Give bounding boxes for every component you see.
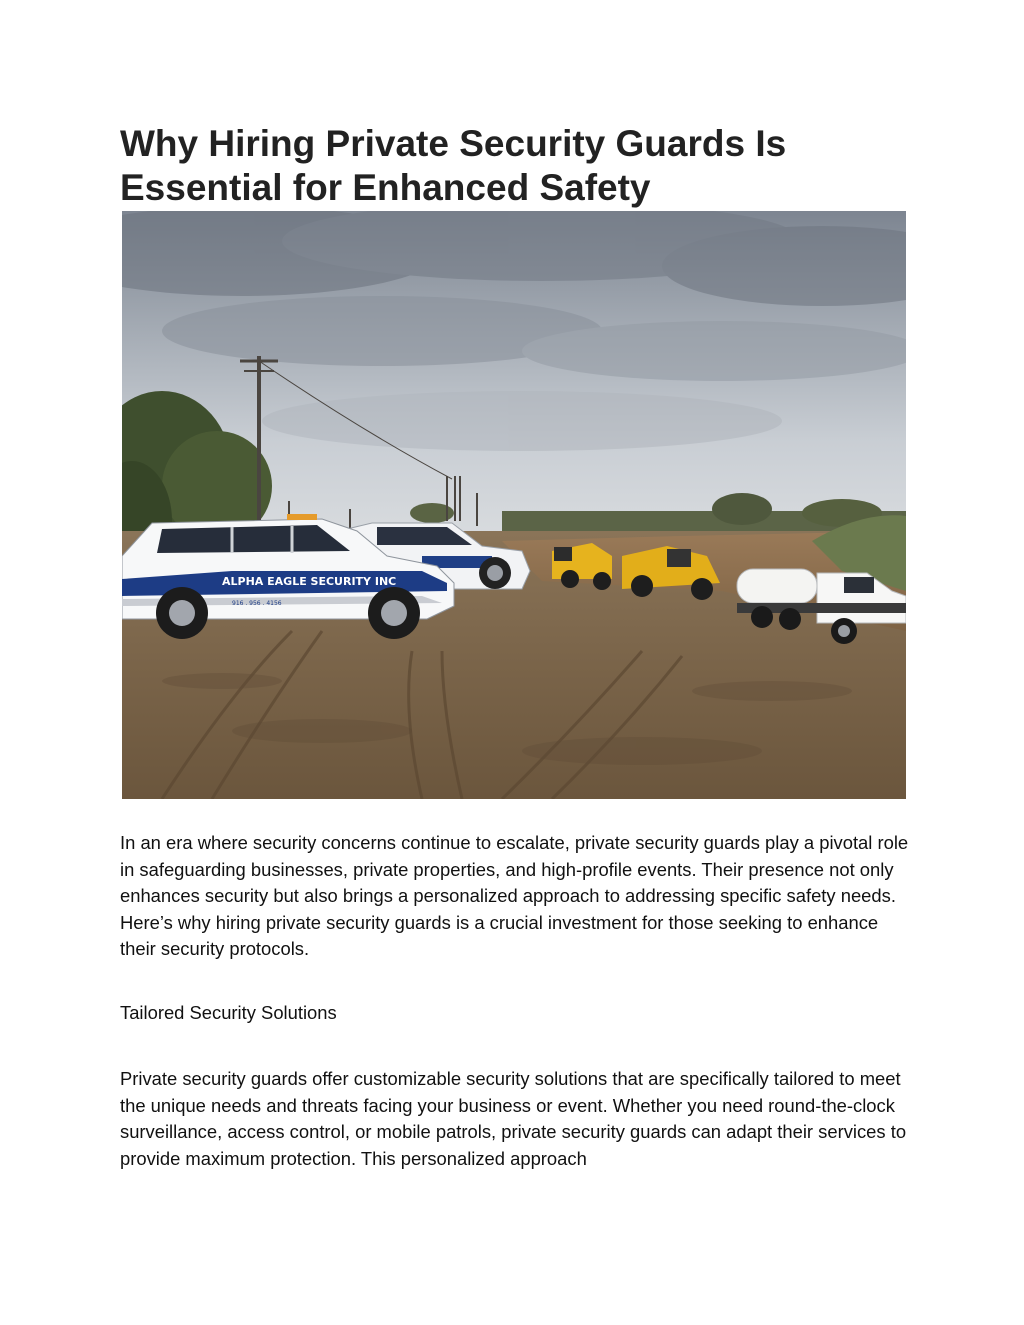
- hero-photo: [122, 211, 906, 799]
- section-paragraph: Private security guards offer customizable security solutions that are specifically tailored to meet the unique needs and threats facing your business or event. Whether you need round-the-clock surveillance, access control, or mobile patrols, private security guards can adapt their services to provide maximum protection. This personalized approach: [120, 1068, 907, 1169]
- vehicle-phone-text: 916 . 956 . 4156: [232, 600, 282, 607]
- vehicle-door-text: ALPHA EAGLE SECURITY INC: [222, 575, 397, 588]
- section-heading: Tailored Security Solutions: [120, 1002, 337, 1023]
- page-title: Why Hiring Private Security Guards Is Essential for Enhanced Safety: [120, 123, 787, 208]
- intro-paragraph: In an era where security concerns continue to escalate, private security guards play a pivotal role in safeguarding businesses, private properties, and high-profile events. Their presence not only enhances security but also brings a personalized approach to addressing specific safety needs. Here’s why hiring private security guards is a crucial investment for those seeking to enhance their security protocols.: [120, 832, 909, 959]
